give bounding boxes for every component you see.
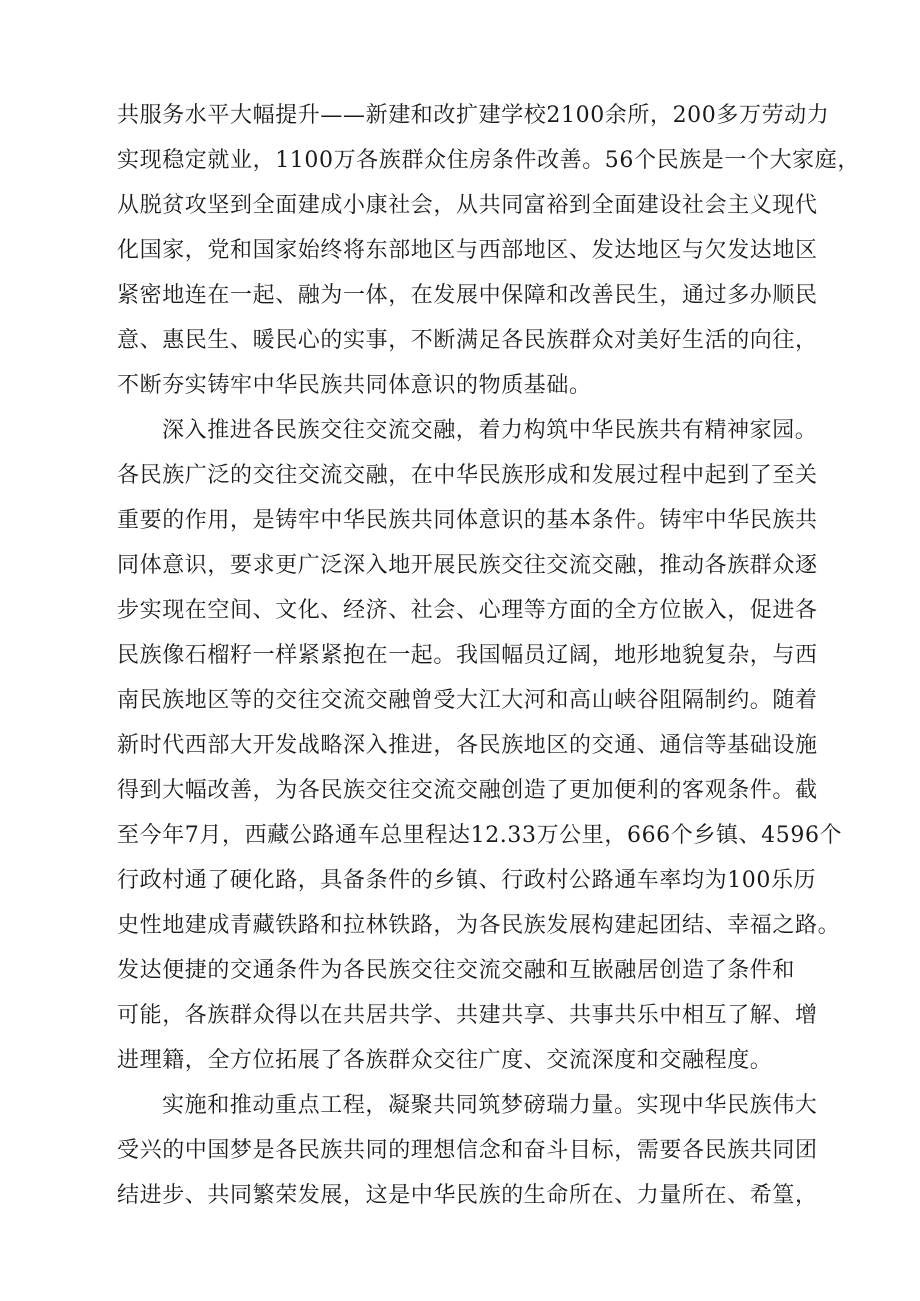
text-line: 行政村通了硬化路，具备条件的乡镇、行政村公路通车率均为100乐历 — [117, 868, 817, 893]
text-line: 步实现在空间、文化、经济、社会、心理等方面的全方位嵌入，促进各 — [117, 598, 818, 623]
text-line: 紧密地连在一起、融为一体，在发展中保障和改善民生，通过多办顺民 — [117, 283, 818, 308]
text-line: 不断夯实铸牢中华民族共同体意识的物质基础。 — [117, 373, 592, 398]
text-line: 各民族广泛的交往交流交融，在中华民族形成和发展过程中起到了至关 — [117, 463, 818, 488]
text-line: 意、惠民生、暖民心的实事，不断满足各民族群众对美好生活的向往， — [117, 328, 818, 353]
paragraph-lead-line: 深入推进各民族交往交流交融，着力构筑中华民族共有精神家园。 — [162, 418, 818, 443]
text-line: 受兴的中国梦是各民族共同的理想信念和奋斗目标，需要各民族共同团 — [117, 1138, 818, 1163]
text-line: 同体意识，要求更广泛深入地开展民族交往交流交融，推动各族群众逐 — [117, 553, 818, 578]
text-line: 进理籍，全方位拓展了各族群众交往广度、交流深度和交融程度。 — [117, 1048, 773, 1073]
text-line: 南民族地区等的交往交流交融曾受大江大河和高山峡谷阻隔制约。随着 — [117, 688, 818, 713]
text-line: 重要的作用，是铸牢中华民族共同体意识的基本条件。铸牢中华民族共 — [117, 508, 818, 533]
text-line: 共服务水平大幅提升——新建和改扩建学校2100余所，200多万劳动力 — [117, 103, 830, 128]
paragraph-lead-line: 实施和推动重点工程，凝聚共同筑梦磅瑞力量。实现中华民族伟大 — [162, 1093, 818, 1118]
text-line: 从脱贫攻坚到全面建成小康社会，从共同富裕到全面建设社会主义现代 — [117, 193, 818, 218]
text-line: 得到大幅改善，为各民族交往交流交融创造了更加便利的客观条件。截 — [117, 778, 818, 803]
text-line: 民族像石榴籽一样紧紧抱在一起。我国幅员辽阔，地形地貌复杂，与西 — [117, 643, 818, 668]
text-line: 可能，各族群众得以在共居共学、共建共享、共事共乐中相互了解、增 — [117, 1003, 818, 1028]
text-line: 至今年7月，西藏公路通车总里程达12.33万公里，666个乡镇、4596个 — [117, 823, 843, 848]
text-line: 史性地建成青藏铁路和拉林铁路，为各民族发展构建起团结、幸福之路。 — [117, 913, 841, 938]
text-line: 化国家，党和国家始终将东部地区与西部地区、发达地区与欠发达地区 — [117, 238, 818, 263]
text-line: 发达便捷的交通条件为各民族交往交流交融和互嵌融居创造了条件和 — [117, 958, 796, 983]
text-line: 结进步、共同繁荣发展，这是中华民族的生命所在、力量所在、希篁， — [117, 1183, 818, 1208]
text-line: 实现稳定就业，1100万各族群众住房条件改善。56个民族是一个大家庭， — [117, 148, 860, 173]
text-line: 新时代西部大开发战略深入推进，各民族地区的交通、通信等基础设施 — [117, 733, 818, 758]
